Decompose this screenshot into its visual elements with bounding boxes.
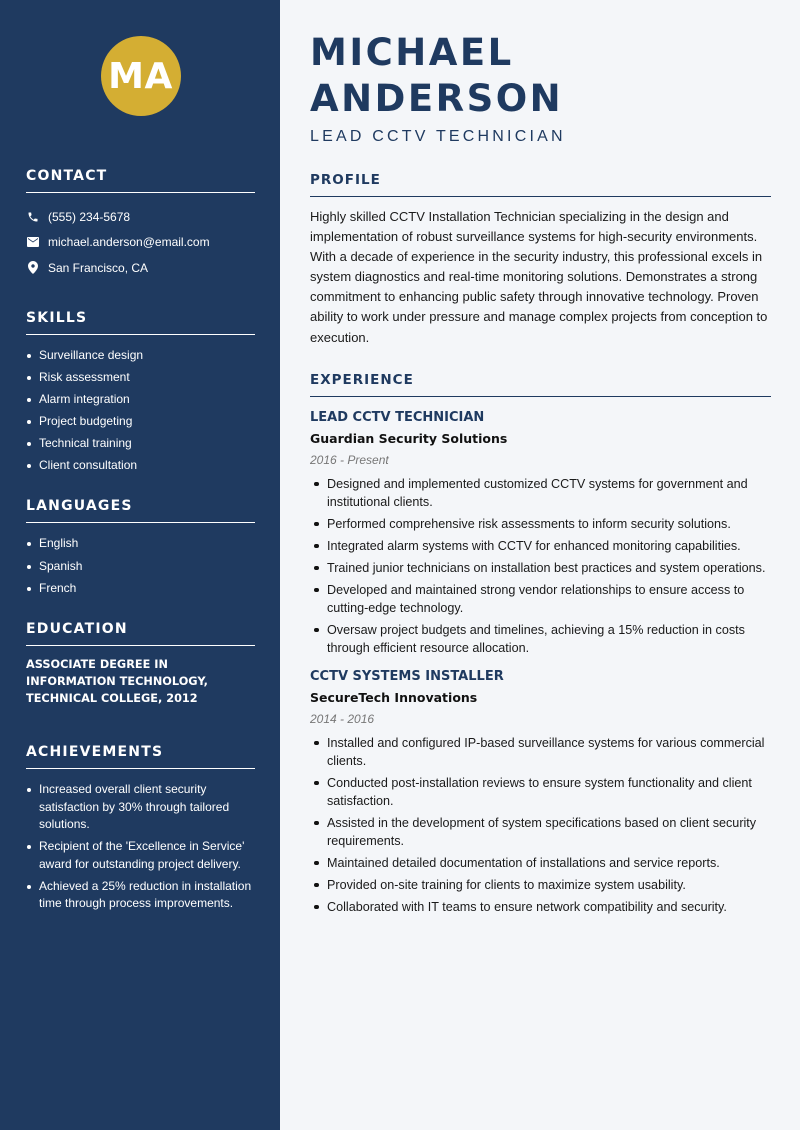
list-item: Spanish bbox=[26, 558, 255, 576]
phone-icon bbox=[26, 210, 39, 223]
list-item: Project budgeting bbox=[26, 413, 255, 431]
profile-section bbox=[310, 172, 771, 348]
languages-heading: LANGUAGES bbox=[26, 498, 255, 523]
experience-section bbox=[310, 372, 771, 916]
main-content bbox=[280, 0, 800, 1130]
skills-list bbox=[26, 347, 255, 475]
job-bullets bbox=[310, 734, 771, 916]
list-item: Oversaw project budgets and timelines, achieving a 15% reduction in costs through efficient resource allocation. bbox=[310, 621, 771, 657]
job-dates: 2014 - 2016 bbox=[310, 711, 375, 726]
list-item: Technical training bbox=[26, 435, 255, 453]
contact-email bbox=[26, 230, 255, 256]
list-item: Conducted post-installation reviews to ensure system functionality and client satisfaction. bbox=[310, 774, 771, 810]
list-item: Designed and implemented customized CCTV systems for government and institutional clients. bbox=[310, 475, 771, 511]
skills-heading: SKILLS bbox=[26, 310, 255, 335]
company-name: SecureTech Innovations bbox=[310, 689, 478, 705]
languages-section bbox=[26, 498, 255, 597]
list-item: Collaborated with IT teams to ensure network compatibility and security. bbox=[310, 898, 771, 916]
list-item: Surveillance design bbox=[26, 347, 255, 365]
list-item: Achieved a 25% reduction in installation time through process improvements. bbox=[26, 878, 255, 913]
job-entry bbox=[310, 669, 771, 916]
contact-list bbox=[26, 204, 255, 281]
list-item: Integrated alarm systems with CCTV for enhanced monitoring capabilities. bbox=[310, 537, 771, 555]
list-item: Trained junior technicians on installation best practices and system operations. bbox=[310, 559, 771, 577]
list-item: English bbox=[26, 535, 255, 553]
experience-heading: EXPERIENCE bbox=[310, 372, 771, 397]
list-item: Increased overall client security satisfaction by 30% through tailored solutions. bbox=[26, 781, 255, 834]
email-text: michael.anderson@email.com bbox=[48, 235, 210, 250]
profile-text: Highly skilled CCTV Installation Technician specializing in the design and implementation of robust surveillance systems for high-security environments. With a decade of experience in the security industry, this professional excels in system diagnostics and real-time monitoring solutions. Demonstrates a strong commitment to enhancing public safety through innovative technology. Proven ability to work under pressure and manage complex projects from conception to execution. bbox=[310, 209, 768, 345]
company-name: Guardian Security Solutions bbox=[310, 430, 508, 446]
achievements-list bbox=[26, 781, 255, 913]
list-item: Alarm integration bbox=[26, 391, 255, 409]
list-item: French bbox=[26, 580, 255, 598]
job-entry bbox=[310, 410, 771, 657]
list-item: Assisted in the development of system specifications based on client security requirements. bbox=[310, 814, 771, 850]
education-heading: EDUCATION bbox=[26, 621, 255, 646]
avatar: MA bbox=[101, 36, 181, 116]
contact-location bbox=[26, 255, 255, 281]
location-text: San Francisco, CA bbox=[48, 260, 149, 275]
list-item: Client consultation bbox=[26, 457, 255, 475]
profile-heading: PROFILE bbox=[310, 172, 771, 197]
contact-phone bbox=[26, 204, 255, 230]
education-entry: ASSOCIATE DEGREE IN INFORMATION TECHNOLOGY, TECHNICAL COLLEGE, 2012 bbox=[26, 658, 208, 706]
list-item: Installed and configured IP-based surveillance systems for various commercial clients. bbox=[310, 734, 771, 770]
person-name: MICHAEL ANDERSON bbox=[310, 31, 564, 120]
location-pin-icon bbox=[26, 261, 39, 274]
list-item: Performed comprehensive risk assessments to inform security solutions. bbox=[310, 515, 771, 533]
skills-section bbox=[26, 310, 255, 475]
list-item: Provided on-site training for clients to maximize system usability. bbox=[310, 876, 771, 894]
list-item: Developed and maintained strong vendor relationships to ensure access to cutting-edge technology. bbox=[310, 581, 771, 617]
list-item: Risk assessment bbox=[26, 369, 255, 387]
job-title: LEAD CCTV TECHNICIAN bbox=[310, 409, 485, 425]
languages-list bbox=[26, 535, 255, 597]
list-item: Recipient of the 'Excellence in Service' award for outstanding project delivery. bbox=[26, 838, 255, 873]
sidebar bbox=[0, 0, 280, 1130]
list-item: Maintained detailed documentation of installations and service reports. bbox=[310, 854, 771, 872]
job-dates: 2016 - Present bbox=[310, 452, 389, 467]
email-icon bbox=[26, 236, 39, 249]
contact-heading: CONTACT bbox=[26, 168, 255, 193]
achievements-heading: ACHIEVEMENTS bbox=[26, 744, 255, 769]
achievements-section bbox=[26, 744, 255, 913]
job-title: CCTV SYSTEMS INSTALLER bbox=[310, 668, 504, 684]
job-bullets bbox=[310, 475, 771, 657]
education-section bbox=[26, 621, 255, 707]
contact-section bbox=[26, 168, 255, 281]
phone-text: (555) 234-5678 bbox=[48, 209, 131, 224]
person-title: LEAD CCTV TECHNICIAN bbox=[310, 128, 566, 145]
